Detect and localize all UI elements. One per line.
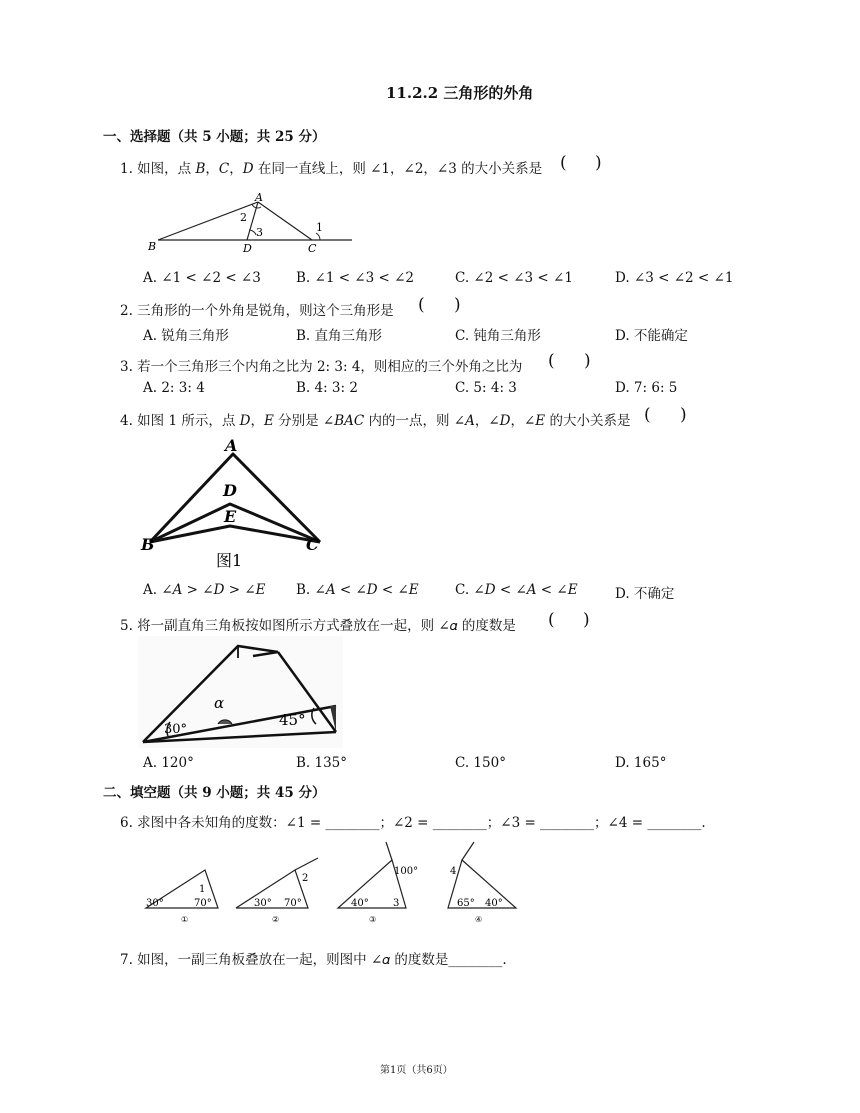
answer-paren-open: ( — [644, 405, 651, 425]
page-footer: 第1页（共6页） — [380, 1065, 453, 1076]
q1-angle-1: 1 — [316, 221, 323, 234]
answer-paren-open: ( — [548, 610, 555, 630]
q3-option-b[interactable]: B. 4: 3: 2 — [296, 380, 358, 396]
q1-label-a: A — [255, 191, 263, 204]
question-5-figure — [138, 636, 343, 748]
answer-paren-open: ( — [418, 295, 425, 315]
q2-option-d[interactable]: D. 不能确定 — [615, 328, 688, 344]
q6-f2-unknown: 2 — [302, 873, 309, 884]
q1-label-b: B — [148, 240, 157, 253]
q6-f2-right-angle: 70° — [284, 898, 302, 909]
q6-f3-exterior: 100° — [394, 866, 419, 877]
q5-option-a[interactable]: A. 120° — [143, 755, 194, 771]
q6-f2-left-angle: 30° — [254, 898, 272, 909]
q6-f1-unknown: 1 — [199, 884, 206, 895]
q5-option-d[interactable]: D. 165° — [615, 755, 667, 771]
q1-angle-3: 3 — [256, 226, 263, 239]
question-1-stem: 1. 如图，点 𝐵，𝐶，𝐷 在同一直线上，则 ∠1，∠2，∠3 的大小关系是 — [120, 161, 543, 177]
q4-option-c[interactable]: C. ∠𝐷 < ∠𝐴 < ∠𝐸 — [455, 582, 578, 598]
q1-option-d[interactable]: D. ∠3 < ∠2 < ∠1 — [615, 270, 734, 286]
question-5-stem: 5. 将一副直角三角板按如图所示方式叠放在一起，则 ∠𝛼 的度数是 — [120, 618, 516, 634]
q6-f3-left-angle: 40° — [351, 898, 369, 909]
q1-angle-2: 2 — [240, 211, 247, 224]
q4-figure-caption: 图1 — [216, 551, 243, 570]
q6-f4-left-angle: 65° — [457, 898, 475, 909]
q1-option-c[interactable]: C. ∠2 < ∠3 < ∠1 — [455, 270, 573, 286]
q2-option-c[interactable]: C. 钝角三角形 — [455, 328, 541, 344]
q6-f3-right-angle: 3 — [393, 898, 400, 909]
q6-f3-number: ③ — [369, 915, 377, 924]
section-heading-choice: 一、选择题（共 5 小题；共 25 分） — [103, 129, 326, 145]
question-4-stem: 4. 如图 1 所示，点 𝐷，𝐸 分别是 ∠𝐵𝐴𝐶 内的一点，则 ∠𝐴，∠𝐷，∠𝐸 的大小关系是 — [120, 413, 631, 429]
q2-option-b[interactable]: B. 直角三角形 — [296, 328, 383, 344]
answer-paren-open: ( — [560, 153, 567, 173]
q6-f4-right-angle: 40° — [485, 898, 503, 909]
answer-paren-close: ) — [584, 351, 591, 371]
q1-label-c: C — [308, 242, 317, 255]
question-1-figure — [140, 190, 360, 260]
q4-label-b: B — [141, 535, 155, 554]
q6-figure-4 — [448, 842, 516, 924]
question-3-stem: 3. 若一个三角形三个内角之比为 2: 3: 4，则相应的三个外角之比为 — [120, 359, 523, 375]
q6-f1-left-angle: 30° — [146, 898, 164, 909]
q4-option-b[interactable]: B. ∠𝐴 < ∠𝐷 < ∠𝐸 — [296, 582, 419, 598]
answer-paren-close: ) — [583, 610, 590, 630]
q5-angle-alpha: α — [214, 694, 225, 712]
q1-option-a[interactable]: A. ∠1 < ∠2 < ∠3 — [143, 270, 261, 286]
q5-angle-45: 45° — [279, 711, 306, 729]
q1-option-b[interactable]: B. ∠1 < ∠3 < ∠2 — [296, 270, 414, 286]
q5-option-c[interactable]: C. 150° — [455, 755, 506, 771]
q4-label-a: A — [225, 436, 238, 455]
q5-option-b[interactable]: B. 135° — [296, 755, 348, 771]
q4-option-d[interactable]: D. 不确定 — [615, 586, 675, 602]
q3-option-c[interactable]: C. 5: 4: 3 — [455, 380, 517, 396]
q4-label-c: C — [306, 535, 319, 554]
q6-f2-number: ② — [272, 915, 280, 924]
section-heading-fill: 二、填空题（共 9 小题；共 45 分） — [103, 785, 326, 801]
answer-paren-close: ) — [595, 153, 602, 173]
answer-paren-open: ( — [548, 351, 555, 371]
q2-option-a[interactable]: A. 锐角三角形 — [143, 328, 229, 344]
q1-label-d: D — [243, 242, 252, 255]
q6-f1-number: ① — [181, 915, 189, 924]
q6-f4-unknown: 4 — [450, 866, 457, 877]
q5-angle-30: 30° — [164, 722, 188, 737]
page-title: 11.2.2 三角形的外角 — [386, 84, 534, 102]
q4-label-e: E — [224, 507, 237, 526]
q6-figure-3 — [338, 842, 418, 924]
question-7-stem: 7. 如图，一副三角板叠放在一起，则图中 ∠𝛼 的度数是________. — [120, 952, 507, 968]
q6-f4-number: ④ — [475, 915, 483, 924]
q3-option-d[interactable]: D. 7: 6: 5 — [615, 380, 678, 396]
q6-figure-1 — [146, 870, 218, 924]
answer-paren-close: ) — [680, 405, 687, 425]
q6-f1-right-angle: 70° — [194, 898, 212, 909]
question-2-stem: 2. 三角形的一个外角是锐角，则这个三角形是 — [120, 303, 394, 319]
q4-label-d: D — [223, 481, 237, 500]
question-6-figures — [138, 840, 528, 930]
answer-paren-close: ) — [454, 295, 461, 315]
question-4-figure — [138, 432, 338, 572]
question-6-stem: 6. 求图中各未知角的度数：∠1 = ________；∠2 = ________；∠3 = ________；∠4 = ________. — [120, 815, 706, 831]
q6-figure-2 — [236, 858, 318, 924]
q3-option-a[interactable]: A. 2: 3: 4 — [143, 380, 205, 396]
q4-option-a[interactable]: A. ∠𝐴 > ∠𝐷 > ∠𝐸 — [143, 582, 266, 598]
